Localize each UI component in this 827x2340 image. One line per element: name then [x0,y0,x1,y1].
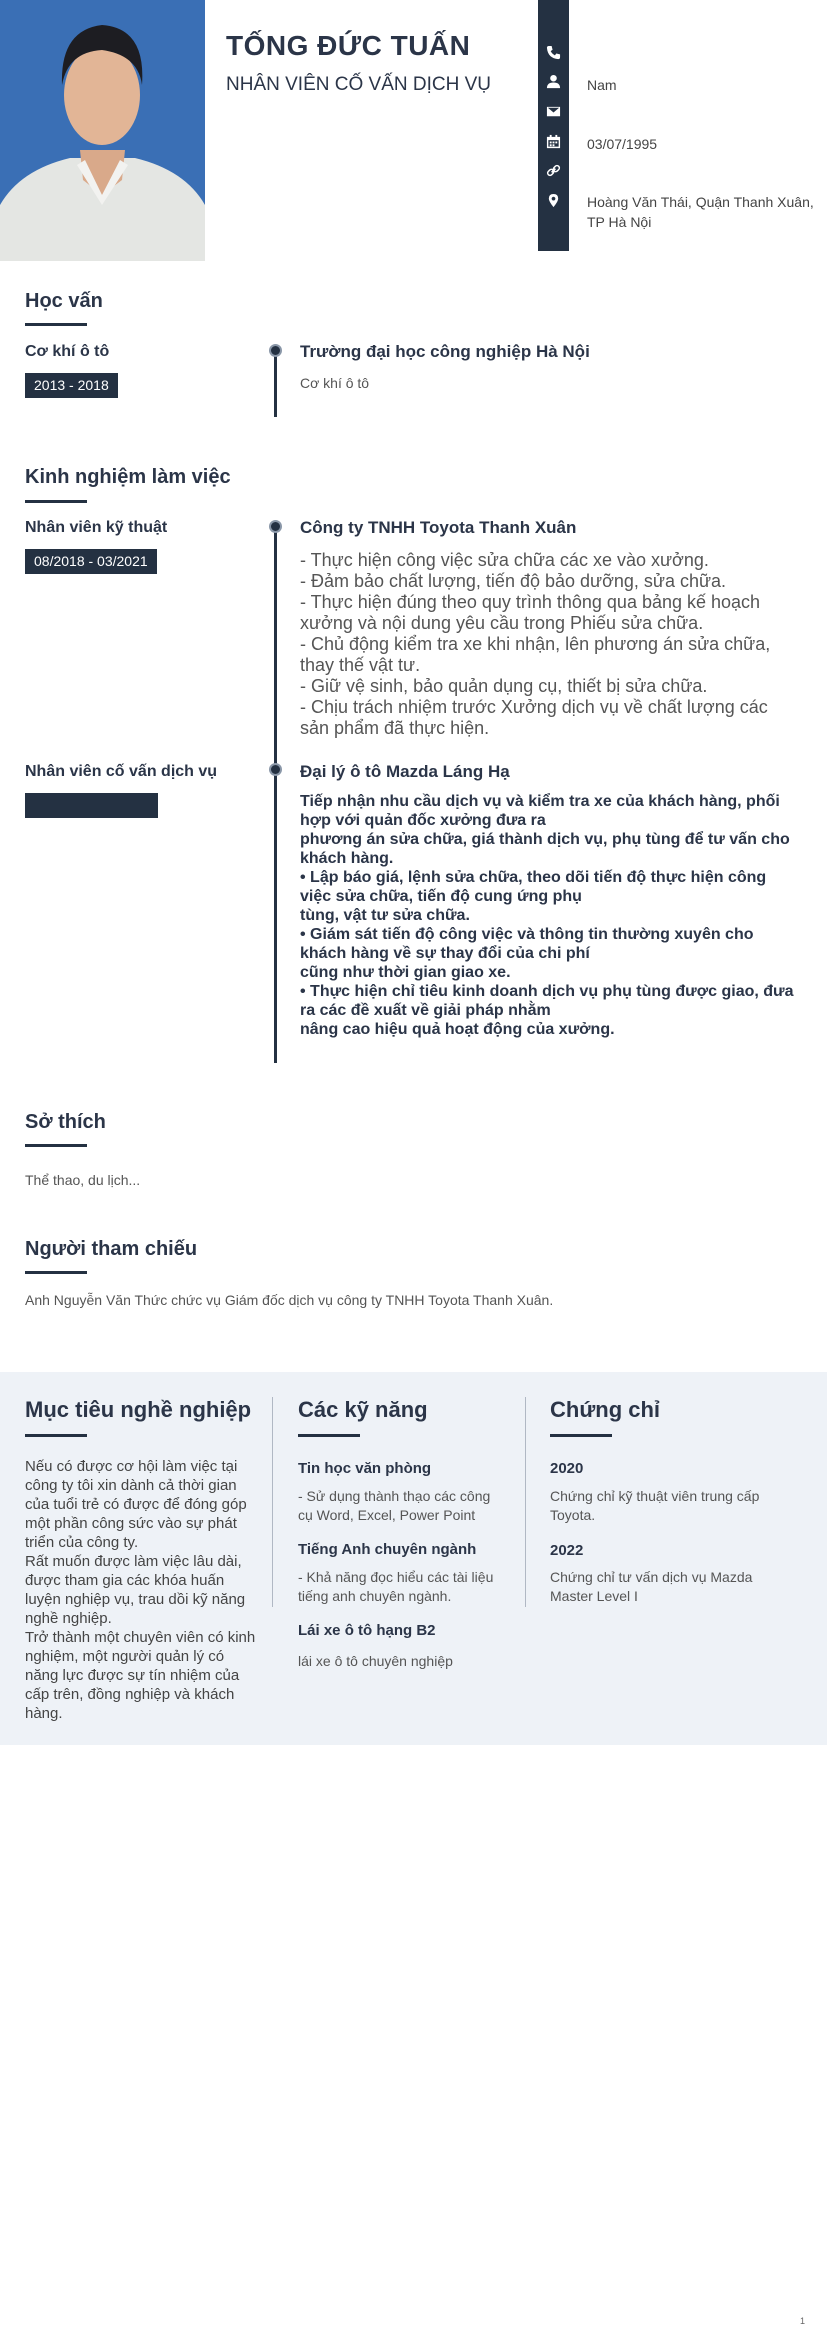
objective-rule [25,1434,87,1437]
candidate-name: TỐNG ĐỨC TUẤN [226,30,471,61]
skills-title: Các kỹ năng [298,1397,428,1422]
skill-description: lái xe ô tô chuyên nghiệp [298,1653,453,1669]
skill-name: Tin học văn phòng [298,1460,432,1477]
profile-photo [0,0,205,261]
objective-paragraph: Trở thành một chuyên viên có kinh nghiệm, một người quản lý có năng lực được sự tín nhiệm của cấp trên, đồng nghiệp và khách hàng. [25,1629,256,1722]
job-duty: • Lập báo giá, lệnh sửa chữa, theo dõi tiến độ thực hiện công việc sửa chữa, tiến độ cung ứng phụ [300,869,767,905]
education-rule [25,323,87,326]
user-icon [538,74,569,92]
education-timeline-dot [269,344,282,357]
calendar-icon [538,134,569,152]
job-position: Nhân viên cố vấn dịch vụ [25,763,218,780]
education-field: Cơ khí ô tô [300,375,370,391]
certificate-description: Chứng chỉ kỹ thuật viên trung cấp Toyota. [550,1488,760,1523]
hobbies-text: Thể thao, du lịch... [25,1172,141,1188]
birthday-value: 03/07/1995 [587,136,658,152]
job-company: Công ty TNHH Toyota Thanh Xuân [300,518,577,537]
contact-icon-bar [538,0,569,251]
skill-description: - Khả năng đọc hiểu các tài liệu tiếng anh chuyên ngành. [298,1569,494,1604]
job-dates: 08/2018 - 03/2021 [25,549,157,574]
job-duty: tùng, vật tư sửa chữa. [300,907,470,924]
job-timeline-dot [269,763,282,776]
certificate-year: 2022 [550,1542,584,1559]
job-company: Đại lý ô tô Mazda Láng Hạ [300,762,510,781]
job-duty: • Giám sát tiến độ công việc và thông tin thường xuyên cho khách hàng về sự thay đổi của chi phí [300,926,754,962]
job-duty: Tiếp nhận nhu cầu dịch vụ và kiểm tra xe của khách hàng, phối hợp với quản đốc xưởng đưa ra [300,793,780,829]
hobbies-title: Sở thích [25,1111,106,1133]
job-timeline-dot [269,520,282,533]
envelope-icon [538,104,569,122]
education-title: Học vấn [25,290,103,312]
job-duty: - Thực hiện đúng theo quy trình thông qua bảng kế hoạch xưởng và nội dung yêu cầu trong Phiếu sửa chữa. [300,592,761,633]
certificates-rule [550,1434,612,1437]
job-duty: - Thực hiện công việc sửa chữa các xe vào xưởng. [300,550,709,570]
skills-rule [298,1434,360,1437]
job-duty: - Chịu trách nhiệm trước Xưởng dịch vụ về chất lượng các sản phẩm đã thực hiện. [300,697,768,738]
job-description [300,792,800,1039]
job-duty: cũng như thời gian giao xe. [300,964,511,981]
certificate-description: Chứng chỉ tư vấn dịch vụ Mazda Master Level I [550,1569,753,1604]
job-duty: nâng cao hiệu quả hoạt động của xưởng. [300,1021,615,1038]
certificates-title: Chứng chỉ [550,1397,661,1422]
job-duty: - Đảm bảo chất lượng, tiến độ bảo dưỡng, sửa chữa. [300,571,727,591]
experience-timeline [274,525,277,1063]
objective-paragraph: Nếu có được cơ hội làm việc tại công ty tôi xin dành cả thời gian của tuổi trẻ có được để đóng góp một phần công sức vào sự phát triển của công ty. [25,1458,247,1551]
job-duty: - Chủ động kiểm tra xe khi nhận, lên phương án sửa chữa, thay thế vật tư. [300,634,771,675]
certificate-year: 2020 [550,1460,584,1477]
education-school: Trường đại học công nghiệp Hà Nội [300,342,590,361]
education-dates: 2013 - 2018 [25,373,118,398]
education-major: Cơ khí ô tô [25,343,110,360]
references-text: Anh Nguyễn Văn Thức chức vụ Giám đốc dịch vụ công ty TNHH Toyota Thanh Xuân. [25,1292,554,1308]
objective-paragraph: Rất muốn được làm việc lâu dài, được tham gia các khóa huấn luyện nghiệp vụ, trau dồi kỹ năng nghề nghiệp. [25,1553,246,1627]
objective-title: Mục tiêu nghề nghiệp [25,1397,252,1422]
link-icon [538,163,569,181]
references-rule [25,1271,87,1274]
education-timeline [274,350,277,417]
experience-title: Kinh nghiệm làm việc [25,466,231,488]
objective-text [25,1457,257,1723]
hobbies-rule [25,1144,87,1147]
skill-description: - Sử dụng thành thạo các công cụ Word, Excel, Power Point [298,1488,491,1523]
job-duty: • Thực hiện chỉ tiêu kinh doanh dịch vụ phụ tùng được giao, đưa ra các đề xuất về giải pháp nhằm [300,983,794,1019]
job-position: Nhân viên kỹ thuật [25,519,168,536]
references-title: Người tham chiếu [25,1238,198,1260]
job-duty: phương án sửa chữa, giá thành dịch vụ, phụ tùng để tư vấn cho khách hàng. [300,831,790,867]
skill-name: Lái xe ô tô hạng B2 [298,1622,436,1639]
job-description [300,550,800,739]
job-dates [25,793,158,818]
phone-icon [538,45,569,63]
map-marker-icon [538,193,569,211]
experience-rule [25,500,87,503]
gender-value: Nam [587,77,617,93]
column-divider [525,1397,526,1607]
skill-name: Tiếng Anh chuyên ngành [298,1541,477,1558]
job-duty: - Giữ vệ sinh, bảo quản dụng cụ, thiết bị sửa chữa. [300,676,708,696]
candidate-role: NHÂN VIÊN CỐ VẤN DỊCH VỤ [226,74,491,95]
address-value: Hoàng Văn Thái, Quận Thanh Xuân, TP Hà Nội [587,194,814,230]
column-divider [272,1397,273,1607]
page-number: 1 [800,2316,806,2326]
